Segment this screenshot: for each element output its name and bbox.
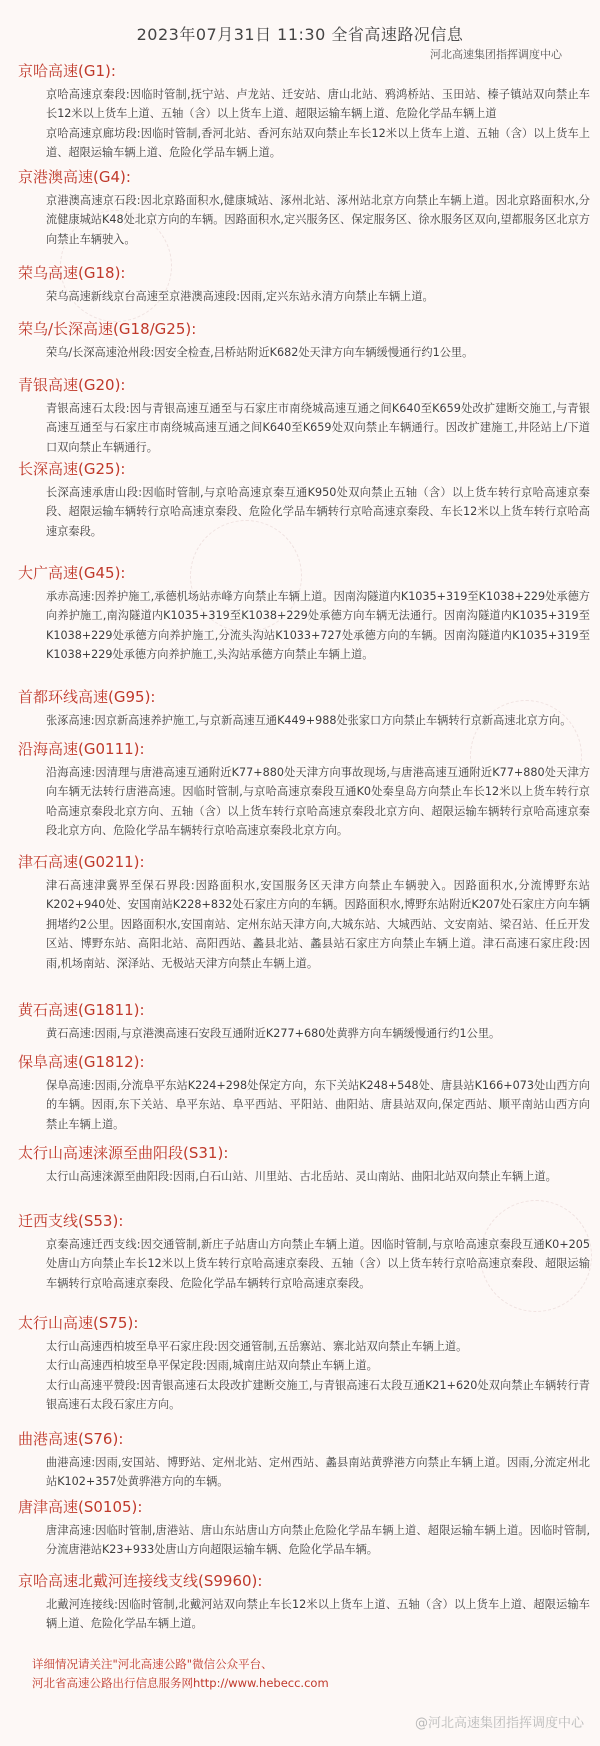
road-condition-text: 京秦高速迁西支线:因交通管制,新庄子站唐山方向禁止车辆上道。因临时管制,与京哈高速京秦段互通K0+205处唐山方向禁止车长12米以上货车转行京哈高速京秦段、五轴（含）以上货车转行京哈高速京秦段、超限运输车辆转行京哈高速京秦段、危险化学品车辆转行京哈高速京秦段。 [46,1238,590,1290]
road-section-body [18,1167,590,1186]
road-section [18,1001,590,1043]
page-title: 2023年07月31日 11:30 全省高速路况信息 [136,25,464,44]
footer [32,1655,329,1693]
road-section [18,460,590,541]
road-section-body [18,1521,590,1560]
footer-line-2[interactable]: 河北省高速公路出行信息服务网http://www.hebecc.com [32,1676,329,1690]
road-section-title: 京哈高速(G1): [18,62,116,80]
road-section-title: 长深高速(G25): [18,460,126,478]
road-section [18,1430,590,1492]
road-section-title: 大广高速(G45): [18,564,126,582]
road-section-title: 曲港高速(S76): [18,1430,124,1448]
road-section-body [18,1235,590,1293]
road-section [18,1314,590,1415]
road-section-title: 荣乌高速(G18): [18,264,126,282]
road-condition-text: 京哈高速京廊坊段:因临时管制,香河北站、香河东站双向禁止车长12米以上货车上道、五轴（含）以上货车上道、超限运输车辆上道、危险化学品车辆上道。 [46,126,590,160]
road-section-title: 保阜高速(G1812): [18,1053,145,1071]
road-section-body [18,763,590,841]
road-condition-text: 太行山高速平赞段:因青银高速石太段改扩建断交施工,与青银高速石太段互通K21+620处双向禁止车辆转行青银高速石太段石家庄方向。 [46,1378,590,1412]
road-section [18,376,590,457]
road-section-title: 沿海高速(G0111): [18,740,145,758]
road-section-body [18,287,590,306]
road-condition-text: 青银高速石太段:因与青银高速互通至与石家庄市南绕城高速互通之间K640至K659处改扩建断交施工,与青银高速互通至与石家庄市南绕城高速互通之间K640至K659处双向禁止车辆通行。因改扩建施工,井陉站上/下道口双向禁止车辆通行。 [46,402,590,454]
road-condition-text: 太行山高速西柏坡至阜平保定段:因雨,城南庄站双向禁止车辆上道。 [46,1359,378,1373]
road-section [18,853,590,973]
road-condition-text: 太行山高速西柏坡至阜平石家庄段:因交通管制,五岳寨站、寨北站双向禁止车辆上道。 [46,1340,468,1353]
road-section-title: 太行山高速涞源至曲阳段(S31): [18,1144,229,1162]
road-condition-text: 沿海高速:因清理与唐港高速互通附近K77+880处天津方向事故现场,与唐港高速互通附近K77+880处天津方向车辆无法转行唐港高速。因临时管制,与京哈高速京秦段互通K0处秦皇岛方向禁止车长12米以上货车转行京哈高速京秦段北京方向、五轴（含）以上货车转行京哈高速京秦段北京方向、超限运输车辆转行京哈高速京秦段北京方向、危险化学品车辆转行京哈高速京秦段北京方向。 [46,766,590,838]
road-condition-text: 唐津高速:因临时管制,唐港站、唐山东站唐山方向禁止危险化学品车辆上道、超限运输车辆上道。因临时管制,分流唐港站K23+933处唐山方向超限运输车辆、危险化学品车辆。 [46,1524,590,1557]
road-section [18,1498,590,1560]
road-section-body [18,1595,590,1634]
road-section [18,168,590,249]
road-section [18,1144,590,1186]
road-section [18,1572,590,1634]
road-section [18,740,590,841]
road-section [18,564,590,665]
road-section-title: 京哈高速北戴河连接线支线(S9960): [18,1572,263,1590]
road-condition-text: 曲港高速:因雨,安国站、博野站、定州北站、定州西站、蠡县南站黄骅港方向禁止车辆上道。因雨,分流定州北站K102+357处黄骅港方向的车辆。 [46,1456,590,1489]
road-section-body [18,587,590,665]
road-section-title: 青银高速(G20): [18,376,126,394]
road-section-body [18,483,590,541]
road-section [18,62,590,163]
road-condition-text: 津石高速津冀界至保石界段:因路面积水,安国服务区天津方向禁止车辆驶入。因路面积水,分流博野东站K202+940处、安国南站K228+832处石家庄方向的车辆。因路面积水,博野东站附近K207处石家庄方向车辆拥堵约2公里。因路面积水,安国南站、定州东站天津方向,大城东站、大城西站、文安南站、梁召站、任丘开发区站、博野东站、高阳北站、高阳西站、蠡县北站、蠡县站石家庄方向禁止车辆上道。津石高速石家庄段:因雨,机场南站、深泽站、无极站天津方向禁止车辆上道。 [46,879,590,970]
road-section-title: 黄石高速(G1811): [18,1001,145,1019]
road-condition-text: 京哈高速京秦段:因临时管制,抚宁站、卢龙站、迁安站、唐山北站、鸦鸿桥站、玉田站、榛子镇站双向禁止车长12米以上货车上道、五轴（含）以上货车上道、超限运输车辆上道、危险化学品车辆上道 [46,88,590,121]
road-condition-text: 张涿高速:因京新高速养护施工,与京新高速互通K449+988处张家口方向禁止车辆转行京新高速北京方向。 [46,714,572,727]
road-section-title: 迁西支线(S53): [18,1212,124,1230]
road-section-body [18,711,590,730]
road-condition-text: 黄石高速:因雨,与京港澳高速石安段互通附近K277+680处黄骅方向车辆缓慢通行约1公里。 [46,1027,501,1040]
road-section-title: 唐津高速(S0105): [18,1498,143,1516]
road-condition-text: 荣乌高速新线京台高速至京港澳高速段:因雨,定兴东站永清方向禁止车辆上道。 [46,290,434,303]
road-condition-text: 京港澳高速京石段:因北京路面积水,健康城站、涿州北站、涿州站北京方向禁止车辆上道。因北京路面积水,分流健康城站K48处北京方向的车辆。因路面积水,定兴服务区、保定服务区、徐水服务区双向,望都服务区北京方向禁止车辆驶入。 [46,194,590,246]
road-condition-text: 荣乌/长深高速沧州段:因安全检查,吕桥站附近K682处天津方向车辆缓慢通行约1公里。 [46,346,474,359]
road-section-body [18,1337,590,1415]
road-condition-text: 太行山高速涞源至曲阳段:因雨,白石山站、川里站、古北岳站、灵山南站、曲阳北站双向禁止车辆上道。 [46,1170,557,1183]
road-section-body [18,876,590,973]
road-section-body [18,1453,590,1492]
footer-line-1: 详细情况请关注"河北高速公路"微信公众平台、 [32,1657,273,1671]
road-section [18,320,590,362]
road-section-body [18,85,590,163]
road-section-body [18,1024,590,1043]
road-section [18,1212,590,1293]
road-section-body [18,343,590,362]
road-section-title: 荣乌/长深高速(G18/G25): [18,320,197,338]
road-section-title: 太行山高速(S75): [18,1314,139,1332]
road-section [18,688,590,730]
road-section-title: 津石高速(G0211): [18,853,145,871]
road-section-body [18,1076,590,1134]
road-section [18,1053,590,1134]
road-section-body [18,399,590,457]
road-condition-text: 北戴河连接线:因临时管制,北戴河站双向禁止车长12米以上货车上道、五轴（含）以上货车上道、超限运输车辆上道、危险化学品车辆上道。 [46,1598,590,1631]
road-condition-text: 长深高速承唐山段:因临时管制,与京哈高速京秦互通K950处双向禁止五轴（含）以上货车转行京哈高速京秦段、超限运输车辆转行京哈高速京秦段、危险化学品车辆转行京哈高速京秦段、车长12米以上货车转行京哈高速京秦段。 [46,486,590,538]
road-section-body [18,191,590,249]
road-section-title: 首都环线高速(G95): [18,688,156,706]
weibo-watermark: @河北高速集团指挥调度中心 [414,1716,584,1731]
road-condition-text: 保阜高速:因雨,分流阜平东站K224+298处保定方向，东下关站K248+548处、唐县站K166+073处山西方向的车辆。因雨,东下关站、阜平东站、阜平西站、平阳站、曲阳站、唐县站双向,保定西站、顺平南站山西方向禁止车辆上道。 [46,1079,590,1131]
road-condition-text: 承赤高速:因养护施工,承德机场站赤峰方向禁止车辆上道。因南沟隧道内K1035+319至K1038+229处承德方向养护施工,南沟隧道内K1035+319至K1038+229处承德方向车辆无法通行。因南沟隧道内K1035+319至K1038+229处承德方向养护施工,分流头沟站K1033+727处承德方向的车辆。因南沟隧道内K1035+319至K1038+229处承德方向养护施工,头沟站承德方向禁止车辆上道。 [46,590,590,662]
road-section [18,264,590,306]
road-section-title: 京港澳高速(G4): [18,168,131,186]
publisher-org: 河北高速集团指挥调度中心 [430,48,562,61]
